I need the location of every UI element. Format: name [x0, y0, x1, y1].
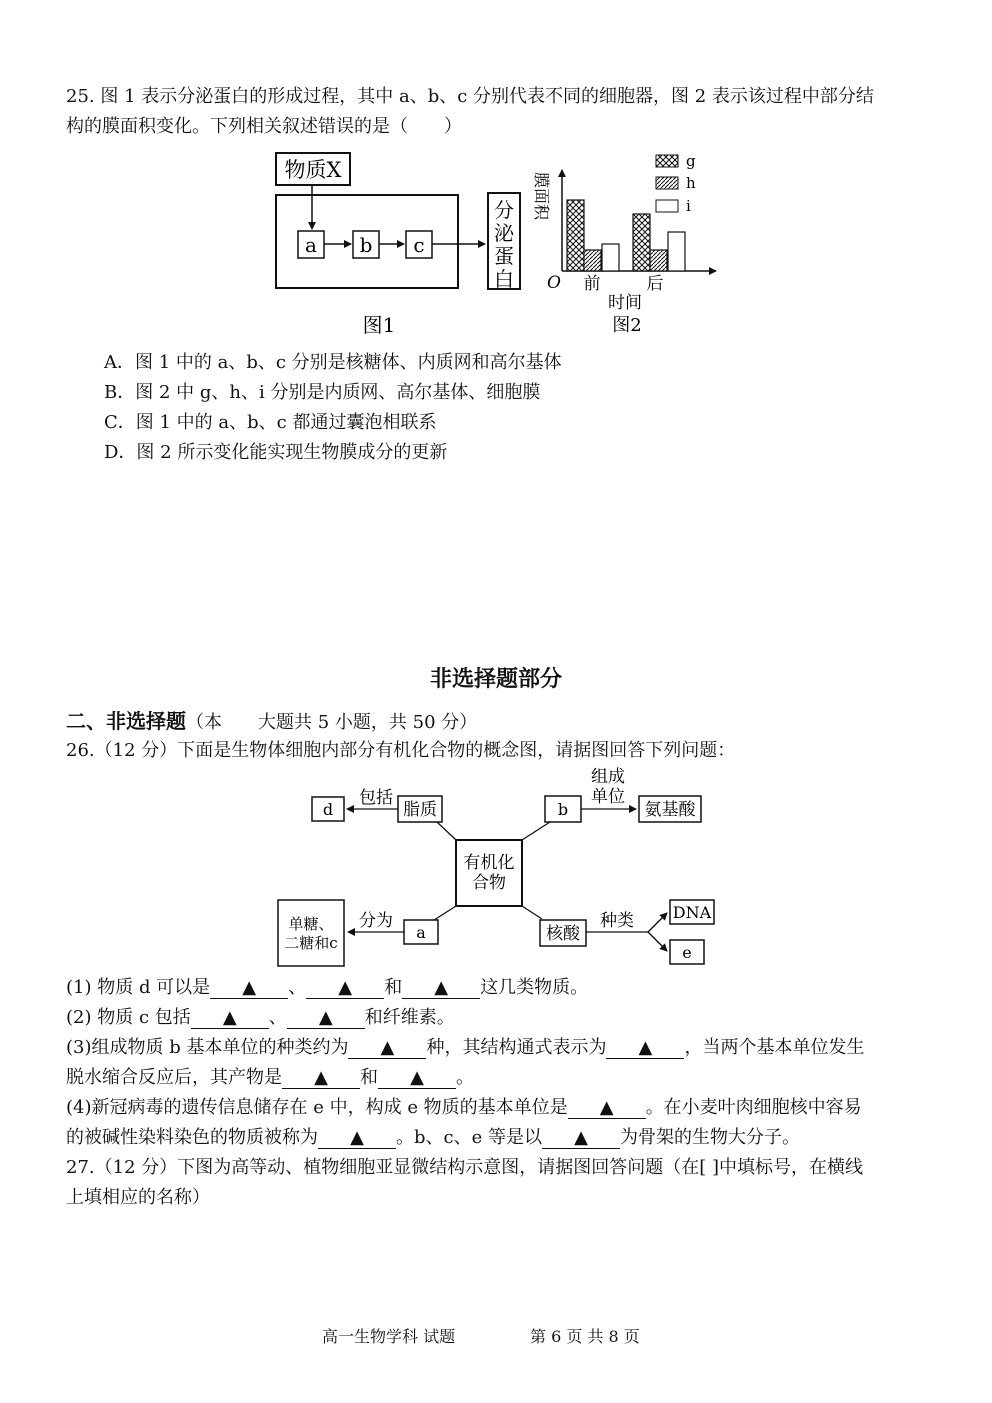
q26-sub4-sep2: 。b、c、e 等是以 [396, 1127, 542, 1148]
answer-blank[interactable]: ▲ [542, 1128, 620, 1149]
organelle-b-label: b [359, 233, 373, 257]
q26-sub3-sep2: ，当两个基本单位发生 [684, 1037, 865, 1058]
bar-before-h [584, 250, 601, 271]
answer-blank[interactable]: ▲ [568, 1098, 646, 1119]
bar-after-i [668, 232, 685, 271]
section-heading [66, 710, 477, 734]
answer-blank[interactable]: ▲ [402, 978, 480, 999]
q26-sub1-text: (1) 物质 d 可以是 [66, 977, 211, 998]
organic-compound-label-1: 有机化 [463, 853, 515, 873]
q25-text-line1: 25. 图 1 表示分泌蛋白的形成过程，其中 a、b、c 分别代表不同的细胞器，图 2 表示该过程中部分结 [66, 86, 874, 107]
x-tick-before: 前 [583, 274, 601, 294]
nucleic-acid-label: 核酸 [546, 924, 580, 944]
bar-before-g [567, 200, 584, 271]
q26-intro: 26.（12 分）下面是生物体细胞内部分有机化合物的概念图，请据图回答下列问题： [66, 740, 736, 761]
y-axis-label: 膜面积 [532, 172, 551, 221]
section-heading-bold: 二、非选择题 [66, 709, 186, 733]
q26-sub4-line2 [66, 1127, 800, 1149]
q26-sub4-end: 为骨架的生物大分子。 [619, 1127, 800, 1148]
q25-text-line2: 构的膜面积变化。下列相关叙述错误的是（ ） [66, 116, 462, 137]
legend-swatch-h [656, 177, 678, 189]
q26-sub2-end: 和纤维素。 [364, 1007, 455, 1028]
x-axis-label: 时间 [608, 293, 642, 313]
answer-blank[interactable]: ▲ [348, 1038, 426, 1059]
q26-sub3-sep3: 和 [360, 1067, 378, 1088]
x-tick-after: 后 [646, 274, 664, 294]
q26-sub3-line2 [66, 1067, 474, 1089]
bar-before-i [602, 244, 619, 271]
figure-1-caption: 图1 [362, 313, 396, 337]
section-heading-rest: （本 大题共 5 小题，共 50 分） [186, 712, 478, 733]
legend-label-h: h [686, 174, 696, 192]
secretion-char-1: 分 [494, 198, 514, 222]
answer-blank[interactable]: ▲ [318, 1128, 396, 1149]
answer-blank[interactable]: ▲ [191, 1008, 269, 1029]
sugar-label-2: 二糖和c [284, 934, 338, 952]
sugar-label-1: 单糖、 [288, 915, 334, 933]
d-label: d [322, 800, 334, 819]
sugar-box [278, 900, 344, 966]
secretion-char-2: 泌 [494, 221, 514, 245]
secretion-char-3: 蛋 [494, 244, 514, 268]
answer-blank[interactable]: ▲ [306, 978, 384, 999]
q26-sub4-text2: 的被碱性染料染色的物质被称为 [66, 1127, 318, 1148]
footer-subject: 高一生物学科 试题 [322, 1327, 456, 1346]
amino-acid-label: 氨基酸 [644, 800, 696, 820]
legend-swatch-g [656, 155, 678, 167]
q26-sub4-line1 [66, 1097, 862, 1119]
legend-label-i: i [686, 197, 691, 215]
q26-sub3-text: (3)组成物质 b 基本单位的种类约为 [66, 1037, 349, 1058]
q26-sub2-text: (2) 物质 c 包括 [66, 1007, 191, 1028]
origin-label: O [547, 273, 561, 293]
a-label: a [416, 923, 426, 942]
lipid-label: 脂质 [403, 800, 437, 820]
figure-2 [525, 148, 725, 340]
q25-option-c: C．图 1 中的 a、b、c 都通过囊泡相联系 [104, 412, 437, 433]
bar-after-h [650, 250, 667, 271]
q25-option-d: D．图 2 所示变化能实现生物膜成分的更新 [104, 442, 448, 463]
organelle-a-label: a [305, 233, 317, 257]
q26-sub4-text: (4)新冠病毒的遗传信息储存在 e 中，构成 e 物质的基本单位是 [66, 1097, 568, 1118]
section-title: 非选择题部分 [429, 667, 562, 692]
e-label: e [682, 943, 692, 962]
compose-label-1: 组成 [591, 767, 625, 787]
answer-blank[interactable]: ▲ [210, 978, 288, 999]
b-label: b [557, 800, 569, 819]
substance-x-label: 物质X [284, 158, 342, 182]
organelle-c-label: c [413, 233, 425, 257]
q27-text-line2: 上填相应的名称） [66, 1187, 210, 1208]
legend-swatch-i [656, 200, 678, 212]
bar-after-g [633, 214, 650, 271]
concept-map [272, 762, 720, 972]
figure-2-caption: 图2 [612, 315, 642, 336]
answer-blank[interactable]: ▲ [287, 1008, 365, 1029]
q26-sub3-line1 [66, 1037, 864, 1059]
q26-sub1-sep1: 、 [288, 977, 307, 998]
organic-compound-label-2: 合物 [472, 873, 506, 893]
q26-sub1 [66, 977, 588, 999]
dna-label: DNA [672, 903, 712, 922]
divide-label: 分为 [359, 911, 393, 931]
kind-label: 种类 [600, 911, 634, 931]
q27-text-line1: 27.（12 分）下图为高等动、植物细胞亚显微结构示意图，请据图回答问题（在[ ]中填标号，在横线 [66, 1157, 864, 1178]
footer-page-number: 第 6 页 共 8 页 [530, 1327, 640, 1346]
compose-label-2: 单位 [591, 787, 625, 807]
secretion-char-4: 白 [494, 267, 514, 291]
q26-sub2-sep1: 、 [268, 1007, 287, 1028]
q26-sub1-end: 这几类物质。 [480, 977, 589, 998]
q26-sub3-text2: 脱水缩合反应后，其产物是 [66, 1067, 282, 1088]
include-label: 包括 [359, 788, 393, 808]
answer-blank[interactable]: ▲ [282, 1068, 360, 1089]
answer-blank[interactable]: ▲ [606, 1038, 684, 1059]
figure-1 [268, 148, 530, 338]
q26-sub4-sep1: 。在小麦叶肉细胞核中容易 [645, 1097, 862, 1118]
legend-label-g: g [686, 152, 696, 170]
q25-option-b: B．图 2 中 g、h、i 分别是内质网、高尔基体、细胞膜 [104, 382, 541, 403]
q26-sub2 [66, 1007, 455, 1029]
q26-sub3-sep1: 种，其结构通式表示为 [426, 1037, 607, 1058]
q26-sub3-end: 。 [456, 1067, 474, 1088]
q25-option-a: A．图 1 中的 a、b、c 分别是核糖体、内质网和高尔基体 [104, 352, 562, 373]
q26-sub1-sep2: 和 [384, 977, 403, 998]
answer-blank[interactable]: ▲ [378, 1068, 456, 1089]
